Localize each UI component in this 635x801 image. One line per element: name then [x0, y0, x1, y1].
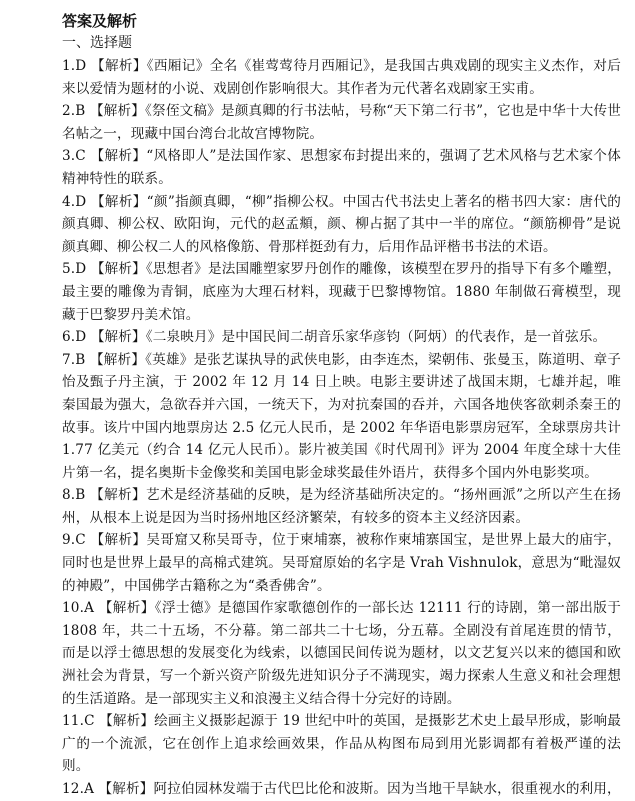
answer-text: 【解析】吴哥窟又称吴哥寺，位于柬埔寨，被称作柬埔寨国宝，是世界上最大的庙宇，同时也是世界上最早的高棉式建筑。吴哥窟原始的名字是 Vrah Vishnulok，意思为“毗湿奴的神殿”，中国佛学古籍称之为“桑香佛舍”。	[62, 532, 621, 594]
answer-text: 【解析】《祭侄文稿》是颜真卿的行书法帖，号称“天下第二行书”，它也是中华十大传世名帖之一，现藏中国台湾台北故宫博物院。	[62, 103, 621, 142]
answer-text: 【解析】“风格即人”是法国作家、思想家布封提出来的，强调了艺术风格与艺术家个体精神特性的联系。	[62, 148, 621, 187]
answer-number: 3.C	[62, 148, 86, 165]
answer-item	[62, 191, 621, 259]
answer-item	[62, 597, 621, 710]
answer-text: 【解析】《二泉映月》是中国民间二胡音乐家华彦钧（阿炳）的代表作，是一首弦乐。	[90, 329, 607, 346]
answer-number: 1.D	[62, 58, 87, 74]
answer-number: 2.B	[62, 103, 86, 120]
answer-number: 10.A	[62, 600, 95, 617]
answer-item	[62, 710, 621, 778]
document-title: 答案及解析	[62, 12, 138, 30]
answer-text: 【解析】《浮士德》是德国作家歌德创作的一部长达 12111 行的诗剧，第一部出版于 1808 年，共二十五场，不分幕。第二部共二十七场，分五幕。全剧没有首尾连贯的情节，而是以浮士德思想的发展变化为线索，以德国民间传说为题材，以文艺复兴以来的德国和欧洲社会为背景，写一个新兴资产阶级先进知识分子不满现实，竭力探索人生意义和社会理想的生活道路。是一部现实主义和浪漫主义结合得十分完好的诗剧。	[62, 600, 621, 707]
answer-text: 【解析】《思想者》是法国雕塑家罗丹创作的雕像，该模型在罗丹的指导下有多个雕塑，最主要的雕像为青铜，底座为大理石材料，现藏于巴黎博物馆。1880 年制做石膏模型，现藏于巴黎罗丹美术馆。	[62, 261, 621, 323]
answer-text: 【解析】阿拉伯园林发端于古代巴比伦和波斯。因为当地干旱缺水，很重视水的利用，	[98, 781, 621, 797]
answer-text: 【解析】“颜”指颜真卿，“柳”指柳公权。中国古代书法史上著名的楷书四大家：唐代的颜真卿、柳公权、欧阳询，元代的赵孟頫，颜、柳占据了其中一半的席位。“颜筋柳骨”是说颜真卿、柳公权二人的风格像筋、骨那样挺劲有力，后用作品评楷书书法的术语。	[62, 193, 621, 255]
answer-number: 8.B	[62, 487, 86, 504]
answer-item	[62, 55, 621, 100]
answer-number: 7.B	[62, 351, 86, 368]
answer-item	[62, 349, 621, 485]
answer-text: 【解析】艺术是经济基础的反映，是为经济基础所决定的。“扬州画派”之所以产生在扬州，从根本上说是因为当时扬州地区经济繁荣，有较多的资本主义经济因素。	[62, 487, 621, 526]
answer-number: 9.C	[62, 532, 86, 549]
answer-item	[62, 100, 621, 145]
answer-item	[62, 145, 621, 190]
answer-number: 5.D	[62, 261, 87, 278]
answer-item	[62, 258, 621, 326]
section-heading: 一、选择题	[62, 35, 132, 51]
answer-text: 【解析】《西厢记》全名《崔莺莺待月西厢记》，是我国古典戏剧的现实主义杰作，对后来以爱情为题材的小说、戏剧创作影响很大。其作者为元代著名戏剧家王实甫。	[62, 58, 621, 97]
answer-number: 4.D	[62, 193, 87, 210]
answer-item	[62, 529, 621, 597]
answer-item	[62, 326, 621, 349]
answer-number: 6.D	[62, 329, 87, 346]
answer-text: 【解析】《英雄》是张艺谋执导的武侠电影，由李连杰，梁朝伟、张曼玉，陈道明、章子怡及甄子丹主演，于 2002 年 12 月 14 日上映。电影主要讲述了战国末期，七雄并起，唯秦国最为强大，急欲吞并六国，一统天下，为对抗秦国的吞并，六国各地侠客欲刺杀秦王的故事。该片中国内地票房达 2.5 亿元人民币，是 2002 年华语电影票房冠军，全球票房共计 1.77 亿美元（约合 14 亿元人民币）。影片被美国《时代周刊》评为 2004 年度全球十大佳片第一名，提名奥斯卡金像奖和美国电影金球奖最佳外语片，获得多个国内外电影奖项。	[62, 351, 621, 481]
answer-number: 11.C	[62, 713, 95, 730]
answer-item	[62, 484, 621, 529]
answer-text: 【解析】绘画主义摄影起源于 19 世纪中叶的英国，是摄影艺术史上最早形成，影响最广的一个流派，它在创作上追求绘画效果，作品从构图布局到用光影调都有着极严谨的法则。	[62, 713, 621, 775]
answer-item	[62, 778, 621, 801]
answer-number: 12.A	[62, 781, 95, 797]
